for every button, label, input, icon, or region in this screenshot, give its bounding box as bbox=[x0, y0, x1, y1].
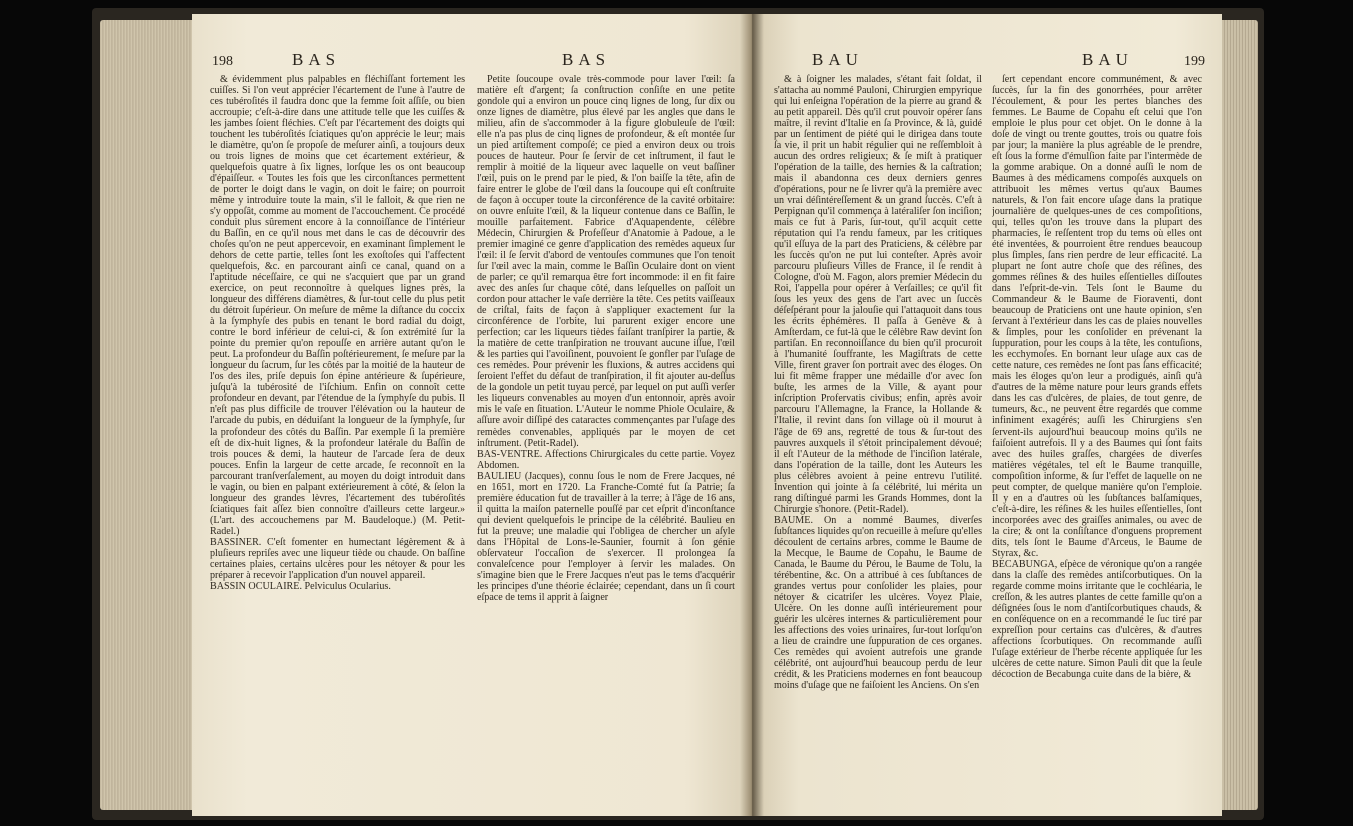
left-page-header bbox=[192, 50, 752, 72]
column-text: ſert cependant encore communément, & avec ſuccès, ſur la fin des gonorrhées, pour arrêter l'écoulement, & pour les pertes blanches des femmes. Le Baume de Copahu eſt celui que l'on emploie le plus pour cet objet. On le donne à la doſe de vingt ou trente gouttes, trois ou quatre fois par jour; la manière la plus agréable de le prendre, eſt ſous la forme d'émulſion faite par l'intermède de la gomme arabique. On a donné auſſi le nom de Baumes à des médicamens compoſés auxquels on attribuoit les mêmes vertus qu'aux Baumes naturels, & l'on fait encore uſage dans la pratique journalière de quelques-unes de ces compoſitions, qui, telles qu'on les trouve dans la plupart des pharmacies, ſe reſſentent trop du tems où elles ont été inventées, & pourroient être rendues beaucoup plus ſimples, ſans rien perdre de leur efficacité. La plupart ne ſont autre choſe que des réſines, des gommes réſines & des huiles eſſentielles diſſoutes dans l'eſprit-de-vin. Tels ſont le Baume du Commandeur & le Baume de Fioraventi, dont beaucoup de Praticiens ont une haute opinion, s'en ſervant à l'extérieur dans les cas de plaies nouvelles & ſimples, pour les conſolider en prévenant la ſuppuration, pour les coups à la tête, les contuſions, les ecchymoſes. En bornant leur uſage aux cas de cette nature, ces remèdes ne ſont pas ſans efficacité; mais les éloges qu'on leur a prodigués, ainſi qu'à d'autres de la même nature pour leurs grands effets dans les cas d'ulcères, de plaies, de tout genre, de tumeurs, &c., ne peuvent être regardés que comme infiniment exagérés; auſſi les Chirurgiens s'en ſervent-ils aujourd'hui beaucoup moins qu'ils ne faiſoient autrefois. Il y a des Baumes qui ſont faits avec des huiles graſſes, chargées de diverſes matières végétales, tel eſt le Baume tranquille, compoſition informe, & ſur l'effet de laquelle on ne peut compter, de quelque manière qu'on l'emploie. Il y en a d'autres où les ſubſtances balſamiques, c'eſt-à-dire, les réſines & les huiles eſſentielles, ſont incorporées avec des graiſſes animales, ou avec de la cire; & ont la conſiſtance d'onguens proprement dits, tels ſont le Baume d'Arceus, le Baume de Styrax, &c. BECABUNGA, eſpèce de véronique qu'on a rangée dans la claſſe des remèdes antiſcorbutiques. On la regarde comme moins irritante que le cochléaria, le creſſon, & les autres plantes de cette famille qu'on a déſignées ſous le nom d'antiſcorbutiques chauds, & en conſéquence on en a recommandé le ſuc tiré par expreſſion pour certains cas d'ulcères, & d'autres affections ſcorbutiques. On recommande auſſi l'uſage extérieur de l'herbe récente appliquée ſur les ulcères de cette nature. Simon Pauli dit que la ſeule décoction de Becabunga cuite dans de la bière, & bbox=[992, 74, 1202, 680]
column-text: & à ſoigner les malades, s'étant fait ſoldat, il s'attacha au nommé Pauloni, Chirurgien empyrique qui lui enſeigna l'opération de la pierre au grand & au petit appareil. Dès qu'il crut pouvoir opérer ſans maître, il revint d'Italie en ſa Province, & là, guidé par un ſentiment de piété qui le dirigea dans toute ſa vie, il prit un habit régulier qui ne reſſembloit à aucun des ordres religieux; & ſe miſt à pratiquer l'opération de la taille, des hernies & la caſtration; mais il abandonna ces deux derniers genres d'opérations, pour ne ſe livrer qu'à la première avec un vrai déſintéreſſement & un grand ſuccès. C'eſt à Perpignan qu'il commença à latéraliſer ſon inciſion; mais ce fut à Paris, ſur-tout, qu'il acquit cette réputation qui l'a rendu fameux, par les critiques qu'il eſſuya de la part des Praticiens, & célèbre par les ſuccès qu'on ne put lui conteſter. Après avoir parcouru pluſieurs Villes de France, il ſe rendit à Cologne, d'où M. Fagon, alors premier Médecin du Roi, l'appella pour opérer à Verſailles; ce qu'il fit ſous les yeux des gens de l'art avec un ſuccès déſeſpérant pour la jalouſie qui l'attaquoit dans tous les écrits éphémères. Il paſſa à Genève & à Amſterdam, ce fut-là que le célèbre Raw devint ſon partiſan. En reconnoiſſance du bien qu'il procuroit à l'humanité ſouffrante, les Magiſtrats de cette Ville, firent graver ſon portrait avec des éloges. On lui fit même frapper une médaille d'or avec ſon buſte, les armes de la Ville, & ayant pour inſcription Profervatis civibus; enfin, après avoir parcouru l'Allemagne, la France, la Hollande & l'Italie, il revint dans ſon village où il mourut à l'âge de 69 ans, regretté de tous & ſur-tout des pauvres auxquels il s'étoit principalement dévoué; il eſt l'Auteur de la méthode de l'inciſion latérale, dans l'opération de la taille, dont les Auteurs les plus célèbres avoient à peine entrevu l'utilité. Invention qui jointe à ſa célébrité, lui mérita un rang diſtingué parmi les Grands Hommes, dont la Chirurgie s'honore. (Petit-Radel). BAUME. On a nommé Baumes, diverſes ſubſtances liquides qu'on recueille à meſure qu'elles découlent de certains arbres, comme le Baume de la Mecque, le Baume de Copahu, le Baume de Canada, le Baume du Pérou, le Baume de Tolu, la térébentine, &c. On a attribué à ces ſubſtances de grandes vertus pour conſolider les plaies, pour nétoyer & cicatriſer les ulcères. Voyez Plaie, Ulcère. On les donne auſſi intérieurement pour guérir les ulcères internes & particulièrement pour les affections des voies urinaires, ſur-tout lorſqu'on a lieu de craindre une ſuppuration de ces organes. Ces remèdes qui avoient autrefois une grande célébrité, ont aujourd'hui beaucoup perdu de leur crédit, & les Praticiens modernes en font beaucoup moins d'uſage que ne faiſoient les Anciens. On s'en bbox=[774, 74, 982, 691]
open-book bbox=[92, 8, 1264, 820]
text-column bbox=[210, 74, 465, 804]
left-page bbox=[192, 14, 752, 816]
page-edges-right bbox=[1218, 20, 1258, 810]
page-edges-left bbox=[100, 20, 196, 810]
running-head: BAS bbox=[292, 50, 341, 69]
column-text: & évidemment plus palpables en fléchiſſant fortement les cuiſſes. Si l'on veut apprécier l'écartement de l'une à l'autre de ces tubéroſités il faudra donc que la femme ſoit aſſiſe, ou bien accroupie; c'eſt-à-dire dans une attitude telle que les cuiſſes & les jambes ſoient fléchies. C'eſt par l'écartement des doigts qui touchent les tubéroſités ſciatiques qu'on apprécie le leur; mais le diamètre, qu'on ſe propoſe de meſurer ainſi, a toujours deux ou trois lignes de moins que cet écartement extérieur, & quelquefois quatre à ſix lignes, lorſque les os ont beaucoup d'épaiſſeur. « Toutes les fois que les circonſtances permettent de porter le doigt dans le vagin, on doit le faire; on pourroit même y introduire toute la main, s'il le falloit, & que rien ne s'y oppoſât, comme au moment de l'accouchement. Ce procédé conduit plus sûrement encore à la connoiſſance de l'intérieur du Baſſin, en ce qu'il nous met dans le cas de découvrir des choſes qu'on ne peut appercevoir, en examinant ſimplement le dehors de cette partie, telles ſont les exoſtoſes qui l'affectent quelquefois, &c. en parcourant ainſi ce canal, quand on a l'aptitude néceſſaire, ce qui ne s'acquiert que par un grand exercice, on peut reconnoître à quelques lignes près, la longueur des différens diamètres, & ſur-tout celle du plus petit du détroit ſupérieur. On meſure de même la diſtance du coccix à la ſymphyſe des pubis en tenant le bord radial du doigt, contre le bord inférieur de celui-ci, & ſon extrémité ſur la pointe du premier qu'on repouſſe en arrière autant qu'on le peut. La profondeur du Baſſin poſtérieurement, ſe meſure par la longueur du ſacrum, ſur les côtés par la moitié de la hauteur de l'os des iles, priſe depuis ſon épine antérieure & ſupérieure, juſqu'à la tubérosité de l'iſchium. Enfin on connoît cette profondeur en devant, par l'étendue de la ſymphyſe du pubis. Il n'eſt pas plus difficile de trouver l'élévation ou la hauteur de l'arcade du pubis, en déduiſant la longueur de la ſymphyſe, ſur la profondeur des côtés du Baſſin. Par exemple ſi la première eſt de dix-huit lignes, & la profondeur latérale du Baſſin de trois pouces & demi, la hauteur de l'arcade ſera de deux pouces. Enfin la largeur de cette arcade, ſe reconnoît en la parcourant tranſverſalement, au moyen du doigt introduit dans le vagin, ou bien en palpant extérieurement à côté, & ſelon la longueur des grandes lèvres, l'écartement des tubéroſités ſciatiques fait aſſez bien connoître d'ailleurs cette largeur.» (L'art. des accouchemens par M. Baudeloque.) (M. Petit-Radel.) BASSINER. C'eſt fomenter en humectant légèrement & à pluſieurs repriſes avec une liqueur tiède ou chaude. On baſſine certaines plaies, certains ulcères pour les nétoyer & pour les préparer à recevoir l'application d'un nouvel appareil. BASSIN OCULAIRE. Pelviculus Ocularius. bbox=[210, 74, 465, 592]
running-head: BAS bbox=[562, 50, 611, 69]
running-head: BAU bbox=[812, 50, 863, 69]
column-text: Petite ſoucoupe ovale très-commode pour laver l'œil: ſa matière eſt d'argent; ſa conſtruction conſiſte en une petite gondole qui a environ un pouce cinq lignes de long, ſur dix ou onze lignes de diamètre, plus élevé par les angles que dans le milieu, afin de s'accommoder à la figure globuleuſe de l'œil: elle n'a pas plus de cinq lignes de profondeur, & eſt montée ſur un pied artiſtement compoſé; ce pied a environ deux ou trois pouces de hauteur. Pour ſe ſervir de cet inſtrument, il faut le remplir à moitié de la liqueur avec laquelle on veut baſſiner l'œil, puis on le prend par le pied, & l'on baiſſe la tête, afin de faire entrer le globe de l'œil dans la ſoucoupe qui eſt conſtruite de façon à occuper toute la circonférence de la cavité orbitaire: on ouvre enſuite l'œil, & la liqueur contenue dans ce Baſſin, le mouille parfaitement. Fabrice d'Aquapendente, célèbre Médecin, Chirurgien & Profeſſeur d'Anatomie à Padoue, a le premier imaginé ce genre d'application des remèdes aqueux ſur l'œil: il ſe ſervit d'abord de ventouſes communes que l'on tenoit ſur l'œil avec la main, comme le Baſſin Oculaire dont on vient de parler; ce qu'il remarqua être fort incommode: il en fit faire avec des anſes ſur chaque côté, dans leſquelles on paſſoit un cordon pour attacher le vaſe derrière la tête. Ces petits vaiſſeaux de criſtal, faits de façon à s'appliquer exactement ſur la circonférence de l'orbite, lui parurent exiger encore une perfection; car les liqueurs tièdes faiſant tranſpirer la partie, & la matière de cette tranſpiration ne trouvant aucune iſſue, l'œil & les parties qui l'avoiſinent, pouvoient ſe gonfler par l'uſage de ces remèdes. Pour prévenir les fluxions, & autres accidens qui ſeroient l'effet du défaut de tranſpiration, il fit ajouter au-deſſus de la gondole un petit tuyau percé, par lequel on put auſſi verſer les liqueurs convenables au moyen d'un entonnoir, après avoir mis le vaſe en ſituation. L'Auteur le nomme Phiole Oculaire, & aſſure avoir diſſipé des cataractes commençantes par l'uſage des remèdes convenables, appliqués par le moyen de cet inſtrument. (Petit-Radel). BAS-VENTRE. Affections Chirurgicales du cette partie. Voyez Abdomen. BAULIEU (Jacques), connu ſous le nom de Frere Jacques, né en 1651, mort en 1720. La Franche-Comté fut ſa Patrie; ſa première éducation fut de travailler à la terre; à l'âge de 16 ans, il quitta la maiſon paternelle pouſſé par cet eſprit d'inconſtance qui devient quelquefois le principe de la célébrité. Baulieu en fut la preuve; une maladie qui l'obligea de chercher un aſyle dans l'Hôpital de Lons-le-Saunier, fournit à ſon génie obſervateur l'occaſion de s'exercer. Il prolongea ſa convaleſcence pour l'employer à ſervir les malades. On s'imagine bien que le Frere Jacques n'eut pas le tems d'acquérir les principes d'une théorie éclairée; cependant, dans un ſi court eſpace de tems il apprit à ſaigner bbox=[477, 74, 735, 603]
text-column bbox=[477, 74, 735, 804]
running-head: BAU bbox=[1082, 50, 1133, 69]
right-page bbox=[752, 14, 1222, 816]
page-number: 199 bbox=[1184, 54, 1205, 69]
page-number: 198 bbox=[212, 54, 233, 69]
text-column bbox=[774, 74, 982, 804]
text-column bbox=[992, 74, 1202, 804]
right-page-header bbox=[752, 50, 1222, 72]
